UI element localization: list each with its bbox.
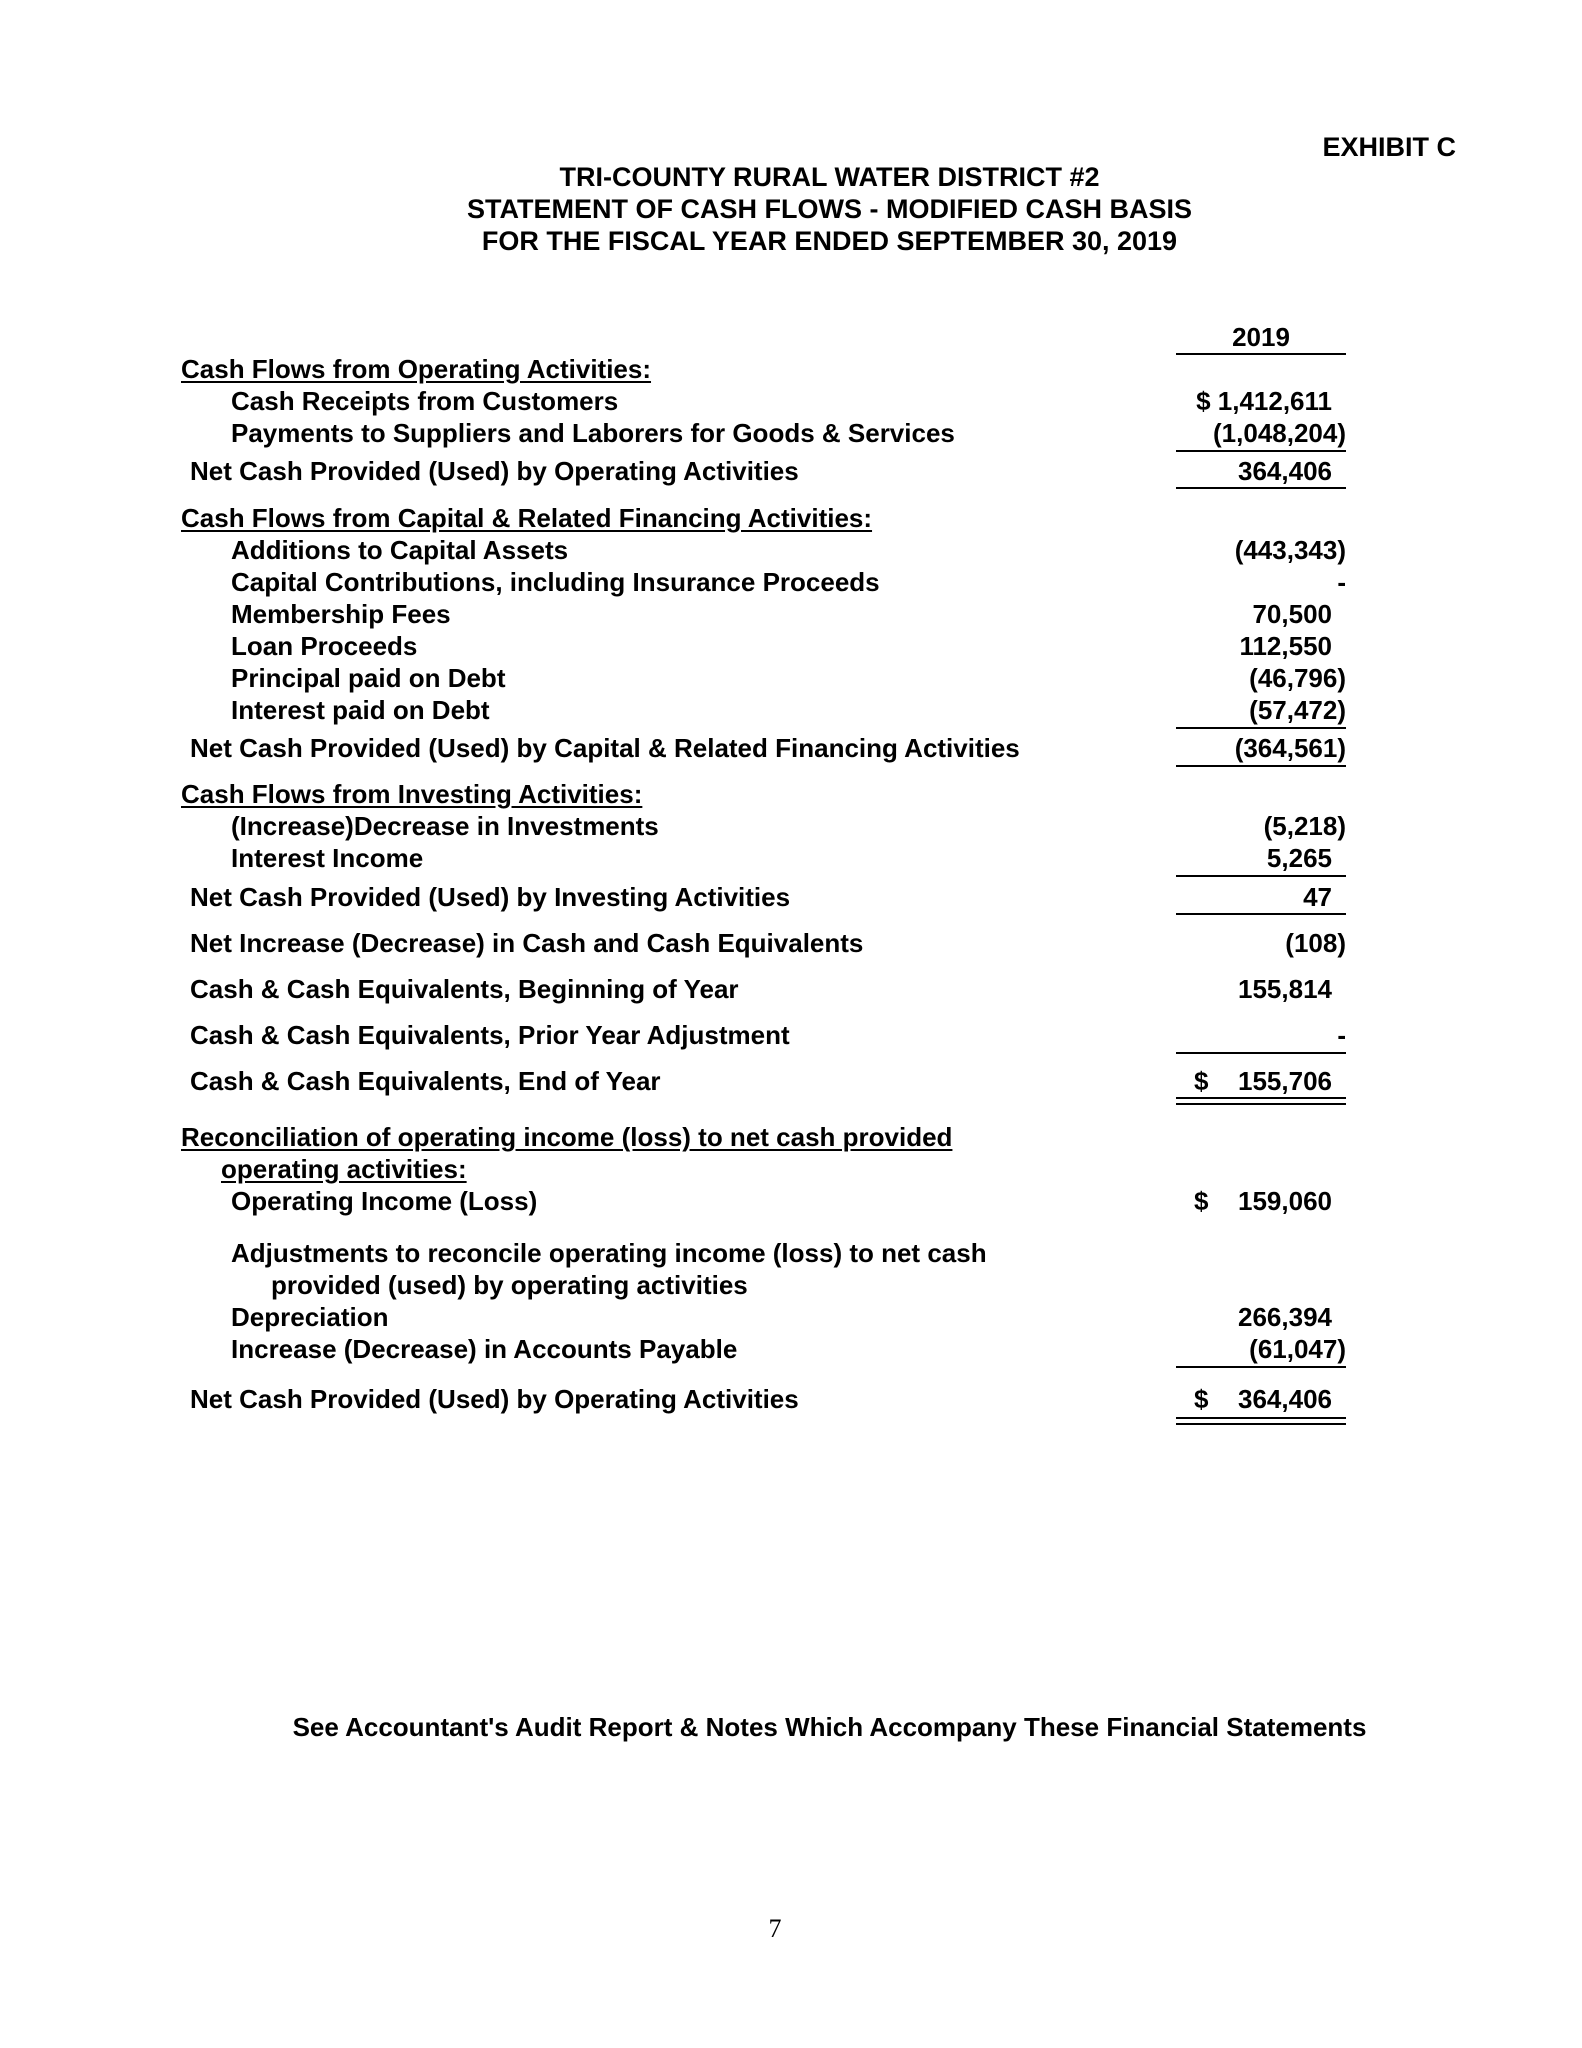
- total-rule: [1176, 487, 1346, 489]
- total-rule: [1176, 913, 1346, 915]
- line-item-value: $ 1,412,611: [1196, 386, 1332, 416]
- line-item-value: -: [1337, 567, 1346, 597]
- year-header-rule: [1176, 353, 1346, 355]
- line-item-value: 5,265: [1266, 843, 1332, 873]
- line-item-label: Depreciation: [231, 1302, 389, 1332]
- subtotal-rule: [1176, 727, 1346, 729]
- line-item-label: Principal paid on Debt: [231, 663, 506, 693]
- currency-symbol: $: [1194, 1186, 1209, 1216]
- line-item-label: Loan Proceeds: [231, 631, 418, 661]
- line-item-value: (1,048,204): [1213, 418, 1346, 448]
- subtotal-rule: [1176, 1052, 1346, 1054]
- line-item-value: (61,047): [1249, 1334, 1346, 1364]
- statement-title: STATEMENT OF CASH FLOWS - MODIFIED CASH BASIS: [467, 194, 1192, 224]
- entity-title: TRI-COUNTY RURAL WATER DISTRICT #2: [559, 162, 1100, 192]
- line-item-label: Interest Income: [231, 843, 424, 873]
- subtotal-rule: [1176, 1366, 1346, 1368]
- beginning-cash-label: Cash & Cash Equivalents, Beginning of Year: [190, 974, 739, 1004]
- line-item-value: (57,472): [1249, 695, 1346, 725]
- double-total-rule: [1176, 1097, 1346, 1105]
- reconciliation-heading-continued: operating activities:: [221, 1154, 467, 1184]
- net-increase-value: (108): [1285, 928, 1346, 958]
- line-item-label: Additions to Capital Assets: [231, 535, 569, 565]
- line-item-value: (443,343): [1234, 535, 1346, 565]
- operating-total-value: 364,406: [1238, 456, 1332, 486]
- line-item-value: 266,394: [1238, 1302, 1332, 1332]
- investing-total-label: Net Cash Provided (Used) by Investing Activities: [190, 882, 791, 912]
- line-item-label: (Increase)Decrease in Investments: [231, 811, 659, 841]
- currency-symbol: $: [1194, 1066, 1209, 1096]
- reconciliation-total-label: Net Cash Provided (Used) by Operating Activities: [190, 1384, 799, 1414]
- adjustments-label-continued: provided (used) by operating activities: [271, 1270, 748, 1300]
- operating-total-label: Net Cash Provided (Used) by Operating Activities: [190, 456, 799, 486]
- investing-total-value: 47: [1303, 882, 1332, 912]
- line-item-label: Capital Contributions, including Insurance Proceeds: [231, 567, 880, 597]
- adjustments-label: Adjustments to reconcile operating income (loss) to net cash: [231, 1238, 987, 1268]
- prior-year-adjustment-value: -: [1337, 1020, 1346, 1050]
- line-item-label: Cash Receipts from Customers: [231, 386, 619, 416]
- capital-section-heading: Cash Flows from Capital & Related Financing Activities:: [181, 503, 873, 533]
- end-cash-label: Cash & Cash Equivalents, End of Year: [190, 1066, 661, 1096]
- line-item-label: Membership Fees: [231, 599, 451, 629]
- page-number: 7: [768, 1914, 782, 1943]
- prior-year-adjustment-label: Cash & Cash Equivalents, Prior Year Adjustment: [190, 1020, 790, 1050]
- line-item-label: Payments to Suppliers and Laborers for Goods & Services: [231, 418, 955, 448]
- operating-income-value: 159,060: [1238, 1186, 1332, 1216]
- total-rule: [1176, 765, 1346, 767]
- line-item-value: (46,796): [1249, 663, 1346, 693]
- line-item-value: 112,550: [1239, 631, 1332, 661]
- exhibit-label: EXHIBIT C: [1322, 132, 1456, 162]
- period-title: FOR THE FISCAL YEAR ENDED SEPTEMBER 30, 2019: [481, 226, 1178, 256]
- net-increase-label: Net Increase (Decrease) in Cash and Cash Equivalents: [190, 928, 864, 958]
- subtotal-rule: [1176, 450, 1346, 452]
- line-item-value: 70,500: [1252, 599, 1332, 629]
- line-item-label: Increase (Decrease) in Accounts Payable: [231, 1334, 738, 1364]
- subtotal-rule: [1176, 875, 1346, 877]
- end-cash-value: 155,706: [1238, 1066, 1332, 1096]
- line-item-label: Interest paid on Debt: [231, 695, 490, 725]
- reconciliation-heading: Reconciliation of operating income (loss) to net cash provided: [181, 1122, 953, 1152]
- operating-income-label: Operating Income (Loss): [231, 1186, 538, 1216]
- capital-total-value: (364,561): [1234, 733, 1346, 763]
- currency-symbol: $: [1194, 1384, 1209, 1414]
- reconciliation-total-value: 364,406: [1238, 1384, 1332, 1414]
- beginning-cash-value: 155,814: [1238, 974, 1332, 1004]
- column-year-header: 2019: [1232, 322, 1290, 352]
- line-item-value: (5,218): [1263, 811, 1346, 841]
- capital-total-label: Net Cash Provided (Used) by Capital & Related Financing Activities: [190, 733, 1020, 763]
- footer-note: See Accountant's Audit Report & Notes Which Accompany These Financial Statements: [292, 1712, 1367, 1742]
- double-total-rule: [1176, 1417, 1346, 1425]
- investing-section-heading: Cash Flows from Investing Activities:: [181, 779, 643, 809]
- operating-section-heading: Cash Flows from Operating Activities:: [181, 354, 652, 384]
